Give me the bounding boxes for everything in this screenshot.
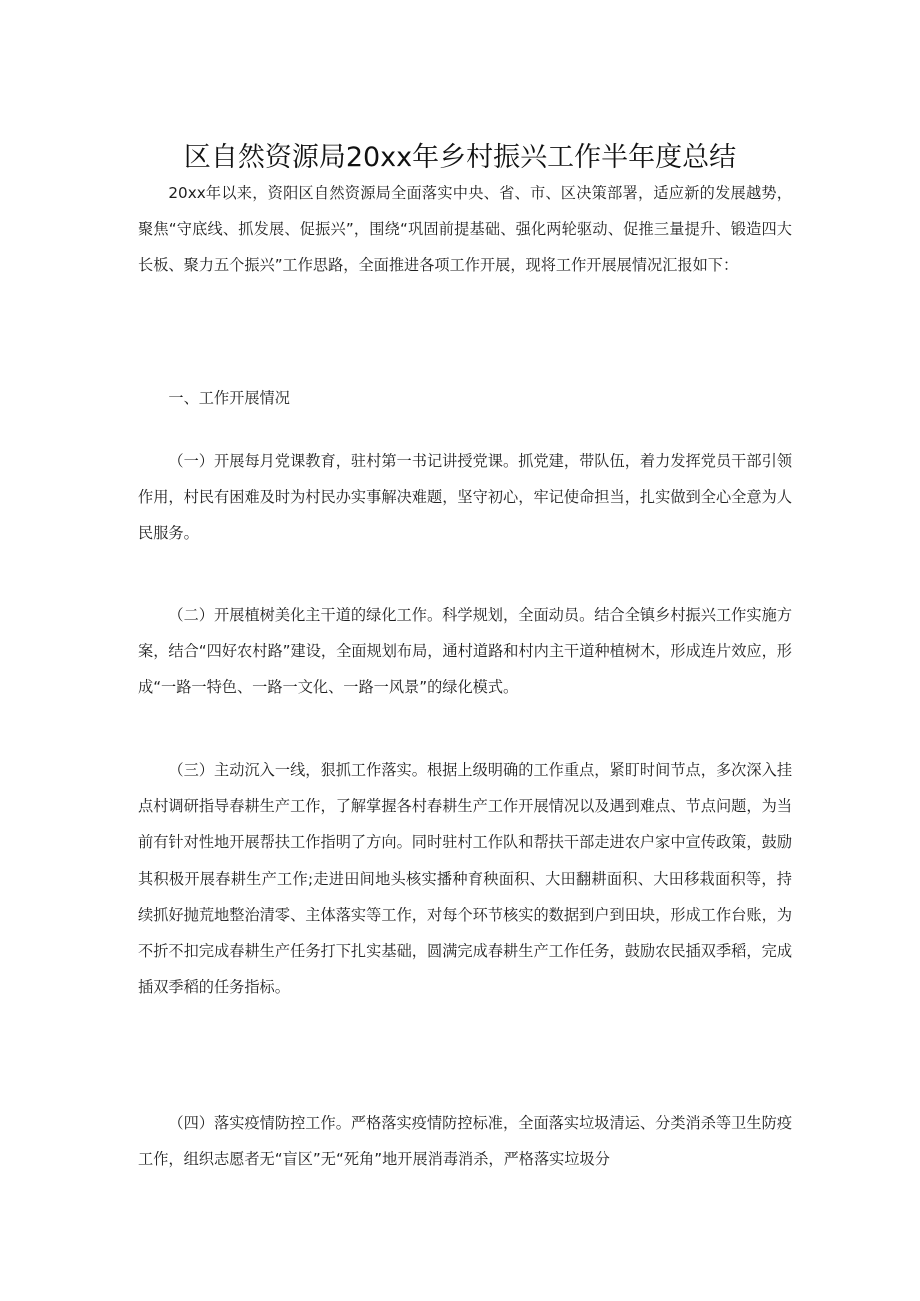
item-paragraph-4: （四）落实疫情防控工作。严格落实疫情防控标准，全面落实垃圾清运、分类消杀等卫生防疫工作，组织志愿者无“盲区”无“死角”地开展消毒消杀，严格落实垃圾分 <box>138 1114 792 1169</box>
document-title: 区自然资源局20xx年乡村振兴工作半年度总结 <box>183 142 737 174</box>
section-heading: 一、工作开展情况 <box>168 389 290 407</box>
intro-paragraph: 20xx年以来，资阳区自然资源局全面落实中央、省、市、区决策部署，适应新的发展越势，聚焦“守底线、抓发展、促振兴”，围绕“巩固前提基础、强化两轮驱动、促推三量提升、锻造四大长板、聚力五个振兴”工作思路，全面推进各项工作开展，现将工作开展展情况汇报如下： <box>138 184 792 275</box>
item-paragraph-1: （一）开展每月党课教育，驻村第一书记讲授党课。抓党建，带队伍，着力发挥党员干部引领作用，村民有困难及时为村民办实事解决难题，坚守初心，牢记使命担当，扎实做到全心全意为人民服务。 <box>138 452 792 543</box>
item-paragraph-3: （三）主动沉入一线，狠抓工作落实。根据上级明确的工作重点，紧盯时间节点，多次深入挂点村调研指导春耕生产工作，了解掌握各村春耕生产工作开展情况以及遇到难点、节点问题，为当前有针对性地开展帮扶工作指明了方向。同时驻村工作队和帮扶干部走进农户家中宣传政策，鼓励其积极开展春耕生产工作;走进田间地头核实播种育秧面积、大田翻耕面积、大田移栽面积等，持续抓好抛荒地整治清零、主体落实等工作，对每个环节核实的数据到户到田块，形成工作台账，为不折不扣完成春耕生产任务打下扎实基础，圆满完成春耕生产工作任务，鼓励农民插双季稻，完成插双季稻的任务指标。 <box>138 761 792 997</box>
item-paragraph-2: （二）开展植树美化主干道的绿化工作。科学规划，全面动员。结合全镇乡村振兴工作实施方案，结合“四好农村路”建设，全面规划布局，通村道路和村内主干道种植树木，形成连片效应，形成“一路一特色、一路一文化、一路一风景”的绿化模式。 <box>138 606 792 697</box>
